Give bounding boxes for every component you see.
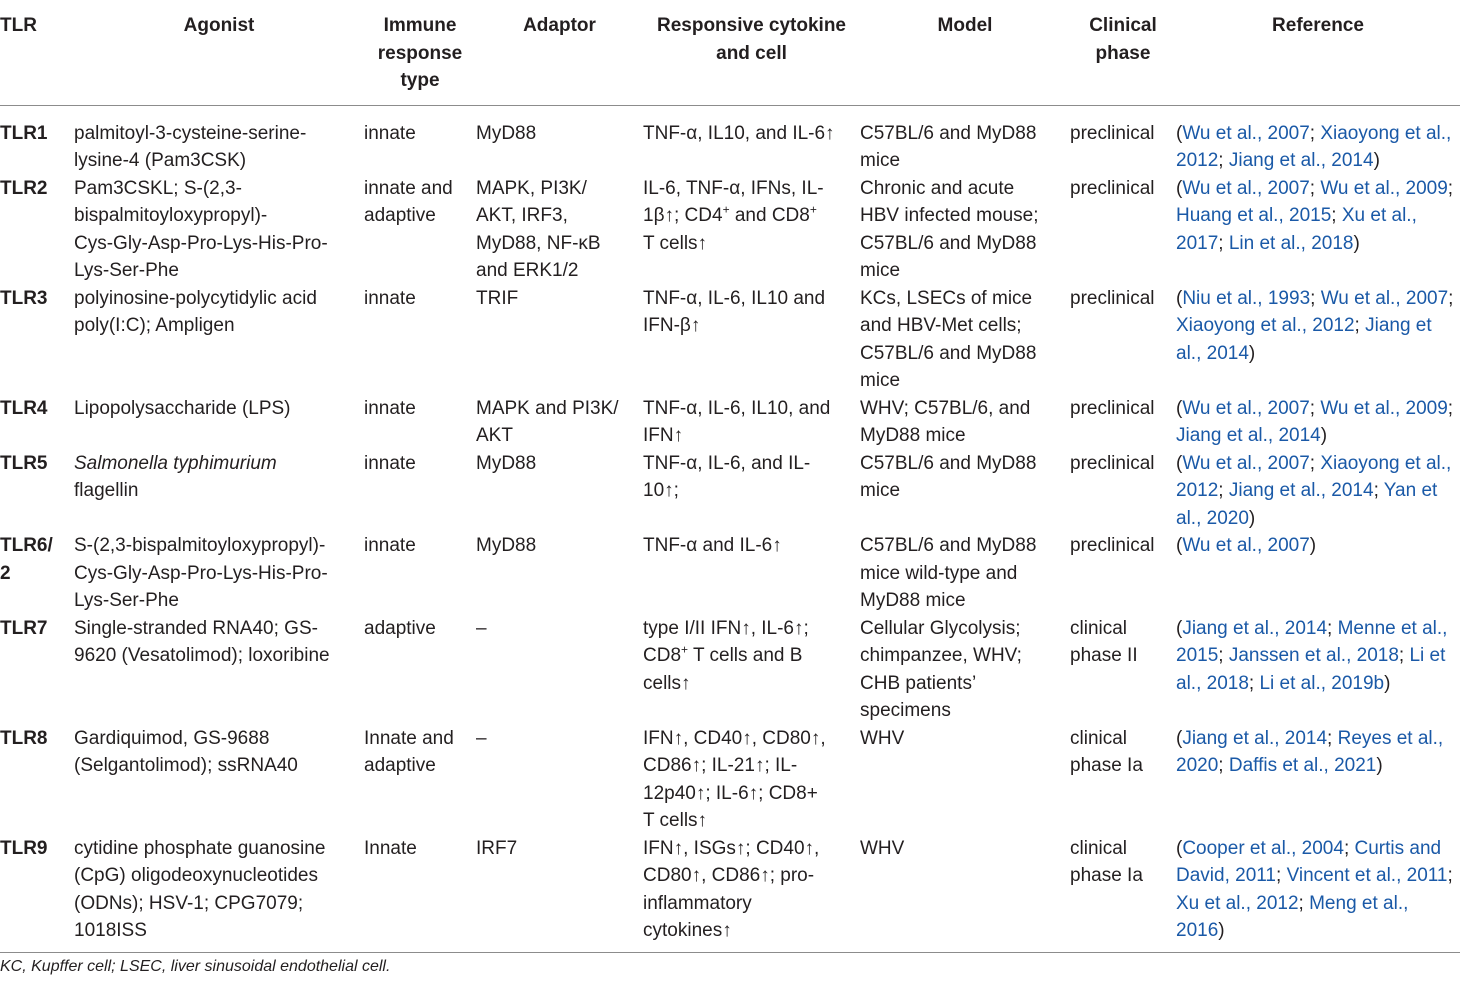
reference-link[interactable]: Wu et al., 2007 (1182, 177, 1310, 199)
immune-cell (364, 532, 476, 615)
agonist-line: Single-stranded RNA40; GS- (74, 617, 318, 639)
cytokine-line: inflammatory (643, 892, 752, 914)
cytokine-cell (643, 105, 860, 175)
reference-link[interactable]: Meng et al., 2016 (1176, 892, 1409, 941)
reference-link[interactable]: Reyes et al., 2020 (1176, 727, 1444, 776)
reference-link[interactable]: Yan et al., 2020 (1176, 480, 1438, 529)
header-adaptor-label: Adaptor (523, 15, 596, 36)
table-row (0, 105, 1460, 175)
model-line: mice (860, 370, 901, 391)
reference-link[interactable]: Li et al., 2019b (1259, 672, 1385, 694)
immune-cell (364, 725, 476, 835)
phase-cell (1070, 450, 1176, 533)
agonist-line: S-(2,3-bispalmitoyloxypropyl)- (74, 535, 326, 556)
header-immune-l3: type (400, 70, 440, 91)
model-cell (860, 175, 1070, 285)
agonist-line: flagellin (74, 480, 139, 501)
phase-cell (1070, 532, 1176, 615)
agonist-cell (74, 532, 364, 615)
reference-cell: (Jiang et al., 2014; Reyes et al., 2020; Daffis et al., 2021) (1176, 727, 1444, 776)
phase-text: preclinical (1070, 122, 1155, 144)
model-line: Chronic and acute (860, 177, 1015, 199)
immune-cell (364, 615, 476, 725)
table-row (0, 532, 1460, 615)
immune-cell (364, 285, 476, 395)
tlr-id (0, 395, 74, 450)
adaptor-cell (476, 105, 643, 175)
agonist-line: palmitoyl-3-cysteine-serine- (74, 122, 307, 144)
superscript: + (681, 642, 689, 657)
tlr-label: TLR7 (0, 617, 48, 639)
header-model-label: Model (937, 15, 993, 36)
agonist-line: (Selgantolimod); ssRNA40 (74, 755, 298, 776)
tlr-id (0, 725, 74, 835)
phase-cell (1070, 395, 1176, 450)
reference-link[interactable]: Curtis and David, 2011 (1176, 837, 1442, 886)
agonist-cell (74, 285, 364, 395)
adaptor-line: AKT (476, 425, 513, 446)
model-cell (860, 450, 1070, 533)
tlr-id (0, 450, 74, 533)
phase-line: clinical (1070, 617, 1128, 639)
tlr-label: 2 (0, 562, 11, 584)
tlr-id (0, 532, 74, 615)
reference-link[interactable]: Jiang et al., 2014 (1228, 480, 1374, 501)
tlr-label: TLR5 (0, 452, 48, 474)
agonist-cell (74, 725, 364, 835)
phase-text: preclinical (1070, 452, 1155, 474)
agonist-line: bispalmitoyloxypropyl)- (74, 205, 268, 226)
phase-cell (1070, 615, 1176, 725)
agonist-line: Lys-Ser-Phe (74, 260, 179, 281)
reference-link[interactable]: Huang et al., 2015 (1176, 205, 1332, 226)
adaptor-cell (476, 285, 643, 395)
reference-link[interactable]: Wu et al., 2009 (1320, 177, 1448, 199)
header-model (860, 0, 1070, 105)
immune-text: innate (364, 535, 416, 556)
phase-text: preclinical (1070, 535, 1155, 556)
header-agonist-label: Agonist (183, 15, 255, 36)
model-line: CHB patients’ (860, 672, 977, 694)
cytokine-line: IFN-β↑ (643, 315, 701, 336)
reference-link[interactable]: Jiang et al., 2014 (1228, 150, 1374, 171)
agonist-cell (74, 835, 364, 953)
phase-cell (1070, 285, 1176, 395)
reference-link[interactable]: Xu et al., 2017 (1176, 205, 1417, 254)
reference-link[interactable]: Wu et al., 2007 (1182, 122, 1310, 144)
phase-cell (1070, 835, 1176, 953)
immune-cell (364, 175, 476, 285)
cytokine-line: IL-6, TNF-α, IFNs, IL- (643, 177, 824, 199)
model-line: C57BL/6 and MyD88 (860, 535, 1037, 556)
agonist-text: Lipopolysaccharide (LPS) (74, 397, 291, 419)
model-line: C57BL/6 and MyD88 (860, 342, 1037, 364)
header-tlr (0, 0, 74, 105)
agonist-cell (74, 395, 364, 450)
reference-cell: (Wu et al., 2007; Xiaoyong et al., 2012; Jiang et al., 2014) (1176, 122, 1452, 171)
cytokine-line: T cells↑ (643, 232, 708, 254)
adaptor-text: MyD88 (476, 122, 537, 144)
header-clin-l1: Clinical (1089, 15, 1157, 36)
header-tlr-label: TLR (0, 15, 37, 36)
adaptor-cell (476, 175, 643, 285)
phase-text: preclinical (1070, 287, 1155, 309)
header-adaptor (476, 0, 643, 105)
model-text: WHV (860, 837, 905, 859)
reference-cell: (Wu et al., 2007; Xiaoyong et al., 2012; Jiang et al., 2014; Yan et al., 2020) (1176, 452, 1452, 529)
cytokine-line: CD80↑, CD86↑; pro- (643, 865, 815, 886)
header-cyto-l2: and cell (716, 42, 787, 64)
adaptor-line: MAPK and PI3K/ (476, 397, 619, 419)
agonist-line: lysine-4 (Pam3CSK) (74, 150, 247, 171)
reference-link[interactable]: Wu et al., 2007 (1320, 287, 1449, 309)
tlr-label: TLR2 (0, 177, 48, 199)
adaptor-line: and ERK1/2 (476, 260, 579, 281)
model-line: and HBV-Met cells; (860, 315, 1022, 336)
model-cell (860, 835, 1070, 953)
immune-text: innate (364, 287, 416, 309)
model-line: mice (860, 480, 901, 501)
reference-link[interactable]: Wu et al., 2007 (1182, 397, 1310, 419)
phase-cell (1070, 175, 1176, 285)
tlr-id (0, 835, 74, 953)
immune-cell (364, 450, 476, 533)
cytokine-text: TNF-α, IL10, and IL-6↑ (643, 122, 835, 144)
adaptor-text: MyD88 (476, 535, 537, 556)
agonist-line: Salmonella typhimurium (74, 452, 277, 474)
adaptor-text: IRF7 (476, 837, 518, 859)
immune-text: innate (364, 452, 416, 474)
reference-cell: (Wu et al., 2007) (1176, 535, 1317, 556)
reference-cell: (Jiang et al., 2014; Menne et al., 2015; Janssen et al., 2018; Li et al., 2018; Li et al., 2019b) (1176, 617, 1448, 694)
agonist-line: Cys-Gly-Asp-Pro-Lys-His-Pro- (74, 232, 328, 254)
cytokine-line: TNF-α, IL-6, and IL- (643, 452, 811, 474)
immune-cell (364, 395, 476, 450)
immune-line: innate and (364, 177, 453, 199)
cytokine-text: TNF-α and IL-6↑ (643, 535, 782, 556)
adaptor-line: AKT, IRF3, (476, 205, 568, 226)
cytokine-line: TNF-α, IL-6, IL10, and (643, 397, 831, 419)
phase-line: clinical (1070, 837, 1128, 859)
agonist-line: Gardiquimod, GS-9688 (74, 727, 270, 749)
table-row (0, 835, 1460, 953)
model-line: MyD88 mice (860, 590, 966, 611)
reference-link[interactable]: Xiaoyong et al., 2012 (1176, 315, 1355, 336)
immune-line: adaptive (364, 755, 436, 776)
cytokine-cell (643, 285, 860, 395)
immune-text: innate (364, 122, 416, 144)
tlr-id (0, 105, 74, 175)
cytokine-line: type I/II IFN↑, IL-6↑; (643, 617, 809, 639)
header-responsive-cytokine (643, 0, 860, 105)
reference-link[interactable]: Menne et al., 2015 (1176, 617, 1448, 666)
model-line: C57BL/6 and MyD88 (860, 122, 1037, 144)
model-cell (860, 395, 1070, 450)
agonist-cell (74, 450, 364, 533)
phase-line: phase Ia (1070, 865, 1143, 886)
cytokine-cell (643, 725, 860, 835)
cytokine-cell (643, 395, 860, 450)
agonist-line: (ODNs); HSV-1; CPG7079; (74, 892, 304, 914)
reference-link[interactable]: Cooper et al., 2004 (1182, 837, 1344, 859)
reference-link[interactable]: Jiang et al., 2014 (1176, 425, 1321, 446)
agonist-cell (74, 175, 364, 285)
reference-link[interactable]: Jiang et al., 2014 (1176, 315, 1432, 364)
cytokine-line: TNF-α, IL-6, IL10 and (643, 287, 826, 309)
reference-cell: (Cooper et al., 2004; Curtis and David, 2011; Vincent et al., 2011; Xu et al., 2012; Meng et al., 2016) (1176, 837, 1453, 941)
phase-text: preclinical (1070, 177, 1155, 199)
phase-cell (1070, 725, 1176, 835)
agonist-line: cytidine phosphate guanosine (74, 837, 326, 859)
header-immune-l1: Immune (383, 15, 457, 36)
cytokine-line: 1β↑; CD4 (643, 205, 723, 226)
header-immune-response-type (364, 0, 476, 105)
header-clin-l2: phase (1095, 42, 1151, 64)
table-row (0, 175, 1460, 285)
header-immune-l2: response (377, 42, 463, 64)
model-line: chimpanzee, WHV; (860, 645, 1022, 666)
immune-line: adaptive (364, 205, 436, 226)
reference-link[interactable]: Jiang et al., 2014 (1182, 617, 1328, 639)
reference-link[interactable]: Daffis et al., 2021 (1228, 755, 1377, 776)
agonist-line: (CpG) oligodeoxynucleotides (74, 865, 318, 886)
reference-link[interactable]: Wu et al., 2009 (1320, 397, 1448, 419)
adaptor-text: MyD88 (476, 452, 537, 474)
cytokine-line: 12p40↑; IL-6↑; CD8+ (643, 782, 818, 804)
reference-link[interactable]: Janssen et al., 2018 (1228, 645, 1399, 666)
model-cell (860, 105, 1070, 175)
table-row (0, 725, 1460, 835)
adaptor-cell (476, 615, 643, 725)
reference-link[interactable]: Xiaoyong et al., 2012 (1176, 122, 1452, 171)
agonist-line: Cys-Gly-Asp-Pro-Lys-His-Pro- (74, 562, 328, 584)
tlr-label: TLR8 (0, 727, 48, 749)
model-line: mice wild-type and (860, 562, 1018, 584)
agonist-line: Lys-Ser-Phe (74, 590, 179, 611)
cytokine-line: CD8 (643, 645, 682, 666)
cytokine-line: cells↑ (643, 672, 691, 694)
model-line: HBV infected mouse; (860, 205, 1039, 226)
reference-link[interactable]: Li et al., 2018 (1176, 645, 1446, 694)
reference-link[interactable]: Niu et al., 1993 (1182, 287, 1311, 309)
header-reference (1176, 0, 1460, 105)
reference-link[interactable]: Wu et al., 2007 (1182, 535, 1310, 556)
cytokine-line: T cells and B (688, 645, 803, 666)
model-line: mice (860, 150, 901, 171)
adaptor-text: – (476, 727, 487, 749)
immune-cell (364, 835, 476, 953)
cytokine-cell (643, 835, 860, 953)
reference-link[interactable]: Jiang et al., 2014 (1182, 727, 1328, 749)
adaptor-cell (476, 450, 643, 533)
reference-link[interactable]: Xiaoyong et al., 2012 (1176, 452, 1452, 501)
header-row (0, 0, 1460, 105)
model-line: MyD88 mice (860, 425, 966, 446)
reference-link[interactable]: Vincent et al., 2011 (1286, 865, 1448, 886)
reference-link[interactable]: Lin et al., 2018 (1228, 232, 1354, 254)
model-line: specimens (860, 700, 951, 721)
model-line: mice (860, 260, 901, 281)
tlr-label: TLR9 (0, 837, 48, 859)
agonist-line: 9620 (Vesatolimod); loxoribine (74, 645, 330, 666)
table-row (0, 450, 1460, 533)
adaptor-line: MAPK, PI3K/ (476, 177, 587, 199)
adaptor-text: – (476, 617, 487, 639)
header-cyto-l1: Responsive cytokine (656, 15, 847, 36)
phase-cell (1070, 105, 1176, 175)
tlr-label: TLR4 (0, 397, 48, 419)
model-cell (860, 615, 1070, 725)
model-cell (860, 532, 1070, 615)
adaptor-text: TRIF (476, 287, 519, 309)
model-line: KCs, LSECs of mice (860, 287, 1033, 309)
reference-cell: (Niu et al., 1993; Wu et al., 2007; Xiaoyong et al., 2012; Jiang et al., 2014) (1176, 287, 1454, 364)
reference-link[interactable]: Wu et al., 2007 (1182, 452, 1310, 474)
model-line: C57BL/6 and MyD88 (860, 232, 1037, 254)
agonist-cell (74, 615, 364, 725)
table-row (0, 285, 1460, 395)
cytokine-line: CD86↑; IL-21↑; IL- (643, 755, 798, 776)
model-cell (860, 285, 1070, 395)
immune-cell (364, 105, 476, 175)
tlr-id (0, 615, 74, 725)
cytokine-line: IFN↑, ISGs↑; CD40↑, (643, 837, 820, 859)
model-text: WHV (860, 727, 905, 749)
superscript: + (722, 202, 730, 217)
tlr-id (0, 175, 74, 285)
tlr-id (0, 285, 74, 395)
table-footnote: KC, Kupffer cell; LSEC, liver sinusoidal endothelial cell. (0, 958, 391, 975)
cytokine-line: and CD8 (729, 205, 810, 226)
model-line: WHV; C57BL/6, and (860, 397, 1031, 419)
cytokine-cell (643, 532, 860, 615)
cytokine-cell (643, 175, 860, 285)
tlr-label: TLR1 (0, 122, 48, 144)
cytokine-cell (643, 450, 860, 533)
reference-cell: (Wu et al., 2007; Wu et al., 2009; Huang et al., 2015; Xu et al., 2017; Lin et al., 2018) (1176, 177, 1454, 254)
phase-line: phase II (1070, 645, 1138, 666)
adaptor-cell (476, 725, 643, 835)
cytokine-line: 10↑; (643, 480, 679, 501)
immune-text: Innate (364, 837, 417, 859)
cytokine-line: T cells↑ (643, 810, 708, 831)
adaptor-line: MyD88, NF-κB (476, 232, 601, 254)
immune-text: adaptive (364, 617, 436, 639)
table-row (0, 395, 1460, 450)
immune-line: Innate and (364, 727, 454, 749)
table-row (0, 615, 1460, 725)
model-line: Cellular Glycolysis; (860, 617, 1021, 639)
cytokine-line: IFN↑, CD40↑, CD80↑, (643, 727, 826, 749)
adaptor-cell (476, 835, 643, 953)
agonist-line: poly(I:C); Ampligen (74, 315, 235, 336)
agonist-line: polyinosine-polycytidylic acid (74, 287, 317, 309)
reference-cell: (Wu et al., 2007; Wu et al., 2009; Jiang et al., 2014) (1176, 397, 1454, 446)
agonist-cell (74, 105, 364, 175)
immune-text: innate (364, 397, 416, 419)
superscript: + (809, 202, 817, 217)
phase-line: phase Ia (1070, 755, 1143, 776)
header-reference-label: Reference (1272, 15, 1364, 36)
model-cell (860, 725, 1070, 835)
phase-text: preclinical (1070, 397, 1155, 419)
cytokine-line: IFN↑ (643, 425, 684, 446)
adaptor-cell (476, 532, 643, 615)
reference-link[interactable]: Xu et al., 2012 (1176, 892, 1299, 914)
adaptor-cell (476, 395, 643, 450)
cytokine-line: cytokines↑ (643, 920, 732, 941)
tlr-label: TLR3 (0, 287, 48, 309)
agonist-line: 1018ISS (74, 920, 147, 941)
cytokine-cell (643, 615, 860, 725)
tlr-label: TLR6/ (0, 535, 53, 556)
model-line: C57BL/6 and MyD88 (860, 452, 1037, 474)
header-clinical-phase (1070, 0, 1176, 105)
header-agonist (74, 0, 364, 105)
agonist-line: Pam3CSKL; S-(2,3- (74, 177, 242, 199)
phase-line: clinical (1070, 727, 1128, 749)
